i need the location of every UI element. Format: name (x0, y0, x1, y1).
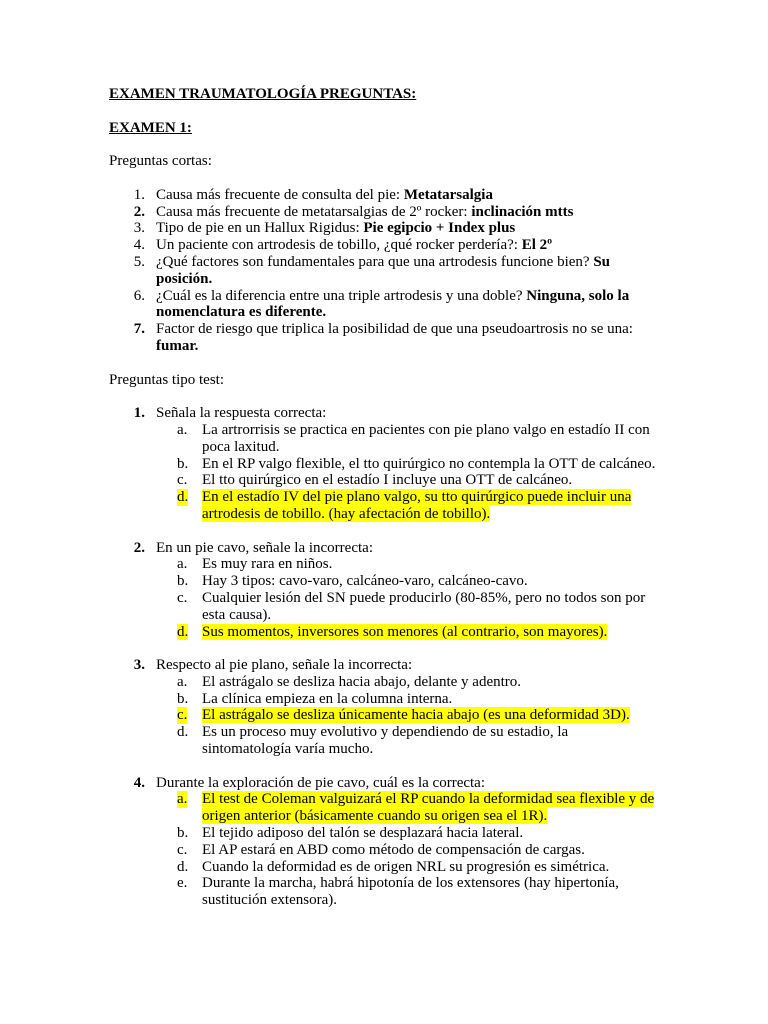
option-text: Cuando la deformidad es de origen NRL su progresión es simétrica. (202, 858, 610, 875)
answer-text: Pie egipcio + Index plus (363, 220, 516, 237)
option-text: La artrorrisis se practica en pacientes con pie plano valgo en estadío II con poca laxitud. (202, 421, 650, 455)
option-letter: d. (177, 623, 189, 640)
options-list (109, 556, 659, 640)
question-text: ¿Cuál es la diferencia entre una triple artrodesis y una doble? (156, 287, 527, 304)
highlighted-answer: El test de Coleman valguizará el RP cuando la deformidad sea flexible y de origen anterior (básicamente cuando su origen sea el 1R). (202, 791, 655, 825)
option-letter: b. (177, 690, 189, 707)
highlighted-answer: El astrágalo se desliza únicamente hacia abajo (es una deformidad 3D). (202, 707, 630, 724)
option-letter: c. (177, 472, 188, 489)
option-item (109, 472, 659, 489)
question-text: Un paciente con artrodesis de tobillo, ¿qué rocker perdería?: (156, 237, 522, 254)
option-item (109, 875, 659, 909)
option-letter: d. (177, 724, 189, 741)
option-text: Es muy rara en niños. (202, 556, 333, 573)
test-question-stem (109, 775, 659, 792)
option-text: Cualquier lesión del SN puede producirlo (80-85%, pero no todos son por esta causa). (202, 589, 646, 623)
short-question-item (109, 220, 659, 237)
option-text: Durante la marcha, habrá hipotonía de los extensores (hay hipertonía, sustitución extensora). (202, 875, 619, 909)
question-number: 2. (133, 203, 145, 220)
question-number: 5. (133, 253, 145, 270)
option-letter: c. (177, 589, 188, 606)
document-page (109, 86, 659, 909)
test-questions-heading: Preguntas tipo test: (109, 371, 224, 388)
document-title: EXAMEN TRAUMATOLOGÍA PREGUNTAS: (109, 86, 417, 102)
option-item (109, 489, 659, 523)
option-text: El tejido adiposo del talón se desplazará hacia lateral. (202, 825, 524, 842)
question-number: 4. (133, 774, 145, 791)
options-list (109, 674, 659, 758)
answer-text: inclinación mtts (471, 203, 574, 220)
question-number: 3. (133, 220, 145, 237)
option-item (109, 456, 659, 473)
question-text: Factor de riesgo que triplica la posibilidad de que una pseudoartrosis no se una: (156, 321, 633, 338)
option-item (109, 859, 659, 876)
option-letter: b. (177, 455, 189, 472)
question-number: 7. (133, 321, 145, 338)
question-text: En un pie cavo, señale la incorrecta: (156, 539, 373, 556)
option-letter: a. (177, 556, 188, 573)
question-text: Señala la respuesta correcta: (156, 405, 327, 422)
option-item (109, 791, 659, 825)
exam-heading: EXAMEN 1: (109, 119, 192, 136)
test-question (109, 405, 659, 523)
answer-text: Metatarsalgia (403, 186, 493, 203)
question-text: Causa más frecuente de metatarsalgias de 2º rocker: (156, 203, 472, 220)
options-list (109, 422, 659, 523)
short-question-item (109, 288, 659, 322)
question-number: 1. (133, 405, 145, 422)
option-text: La clínica empieza en la columna interna. (202, 690, 453, 707)
option-item (109, 825, 659, 842)
question-text: Respecto al pie plano, señale la incorrecta: (156, 657, 413, 674)
answer-text: fumar. (156, 337, 199, 354)
test-question (109, 657, 659, 758)
options-list (109, 791, 659, 909)
option-item (109, 556, 659, 573)
option-text: El astrágalo se desliza hacia abajo, delante y adentro. (202, 673, 522, 690)
option-item (109, 624, 659, 641)
option-letter: a. (177, 791, 188, 808)
option-letter: b. (177, 573, 189, 590)
short-question-item (109, 237, 659, 254)
option-item (109, 674, 659, 691)
test-questions-list (109, 405, 659, 909)
question-text: ¿Qué factores son fundamentales para que una artrodesis funcione bien? (156, 253, 594, 270)
test-question (109, 775, 659, 909)
option-letter: a. (177, 673, 188, 690)
option-item (109, 422, 659, 456)
highlighted-answer: En el estadío IV del pie plano valgo, su tto quirúrgico puede incluir una artrodesis de tobillo. (hay afectación de tobillo). (202, 489, 632, 522)
option-item (109, 707, 659, 724)
option-letter: c. (177, 841, 188, 858)
short-question-item (109, 321, 659, 355)
question-number: 3. (133, 657, 145, 674)
answer-text: El 2º (521, 237, 553, 254)
question-number: 4. (133, 237, 145, 254)
option-text: Hay 3 tipos: cavo-varo, calcáneo-varo, calcáneo-cavo. (202, 573, 528, 590)
short-questions-heading: Preguntas cortas: (109, 153, 212, 170)
short-question-item (109, 204, 659, 221)
option-letter: d. (177, 858, 189, 875)
highlighted-answer: Sus momentos, inversores son menores (al contrario, son mayores). (202, 623, 608, 640)
question-text: Causa más frecuente de consulta del pie: (156, 186, 404, 203)
question-text: Durante la exploración de pie cavo, cuál es la correcta: (156, 774, 485, 791)
question-text: Tipo de pie en un Hallux Rigidus: (156, 220, 364, 237)
short-question-item (109, 254, 659, 288)
option-letter: b. (177, 825, 189, 842)
question-number: 2. (133, 539, 145, 556)
test-question-stem (109, 657, 659, 674)
question-number: 1. (133, 186, 145, 203)
answer-text: Ninguna, solo la nomenclatura es diferente. (156, 287, 630, 321)
option-item (109, 842, 659, 859)
test-question (109, 540, 659, 641)
short-questions-list (109, 187, 659, 355)
option-item (109, 573, 659, 590)
option-text: El AP estará en ABD como método de compensación de cargas. (202, 841, 585, 858)
option-letter: d. (177, 489, 189, 506)
option-item (109, 590, 659, 624)
option-item (109, 724, 659, 758)
test-question-stem (109, 405, 659, 422)
option-text: Es un proceso muy evolutivo y dependiendo de su estadio, la sintomatología varía mucho. (202, 724, 569, 758)
option-letter: a. (177, 421, 188, 438)
answer-text: Su posición. (156, 253, 611, 287)
option-letter: c. (177, 707, 188, 724)
option-text: El tto quirúrgico en el estadío I incluye una OTT de calcáneo. (202, 472, 573, 489)
option-item (109, 691, 659, 708)
question-number: 6. (133, 287, 145, 304)
short-question-item (109, 187, 659, 204)
test-question-stem (109, 540, 659, 557)
option-letter: e. (177, 875, 188, 892)
option-text: En el RP valgo flexible, el tto quirúrgico no contempla la OTT de calcáneo. (202, 455, 656, 472)
